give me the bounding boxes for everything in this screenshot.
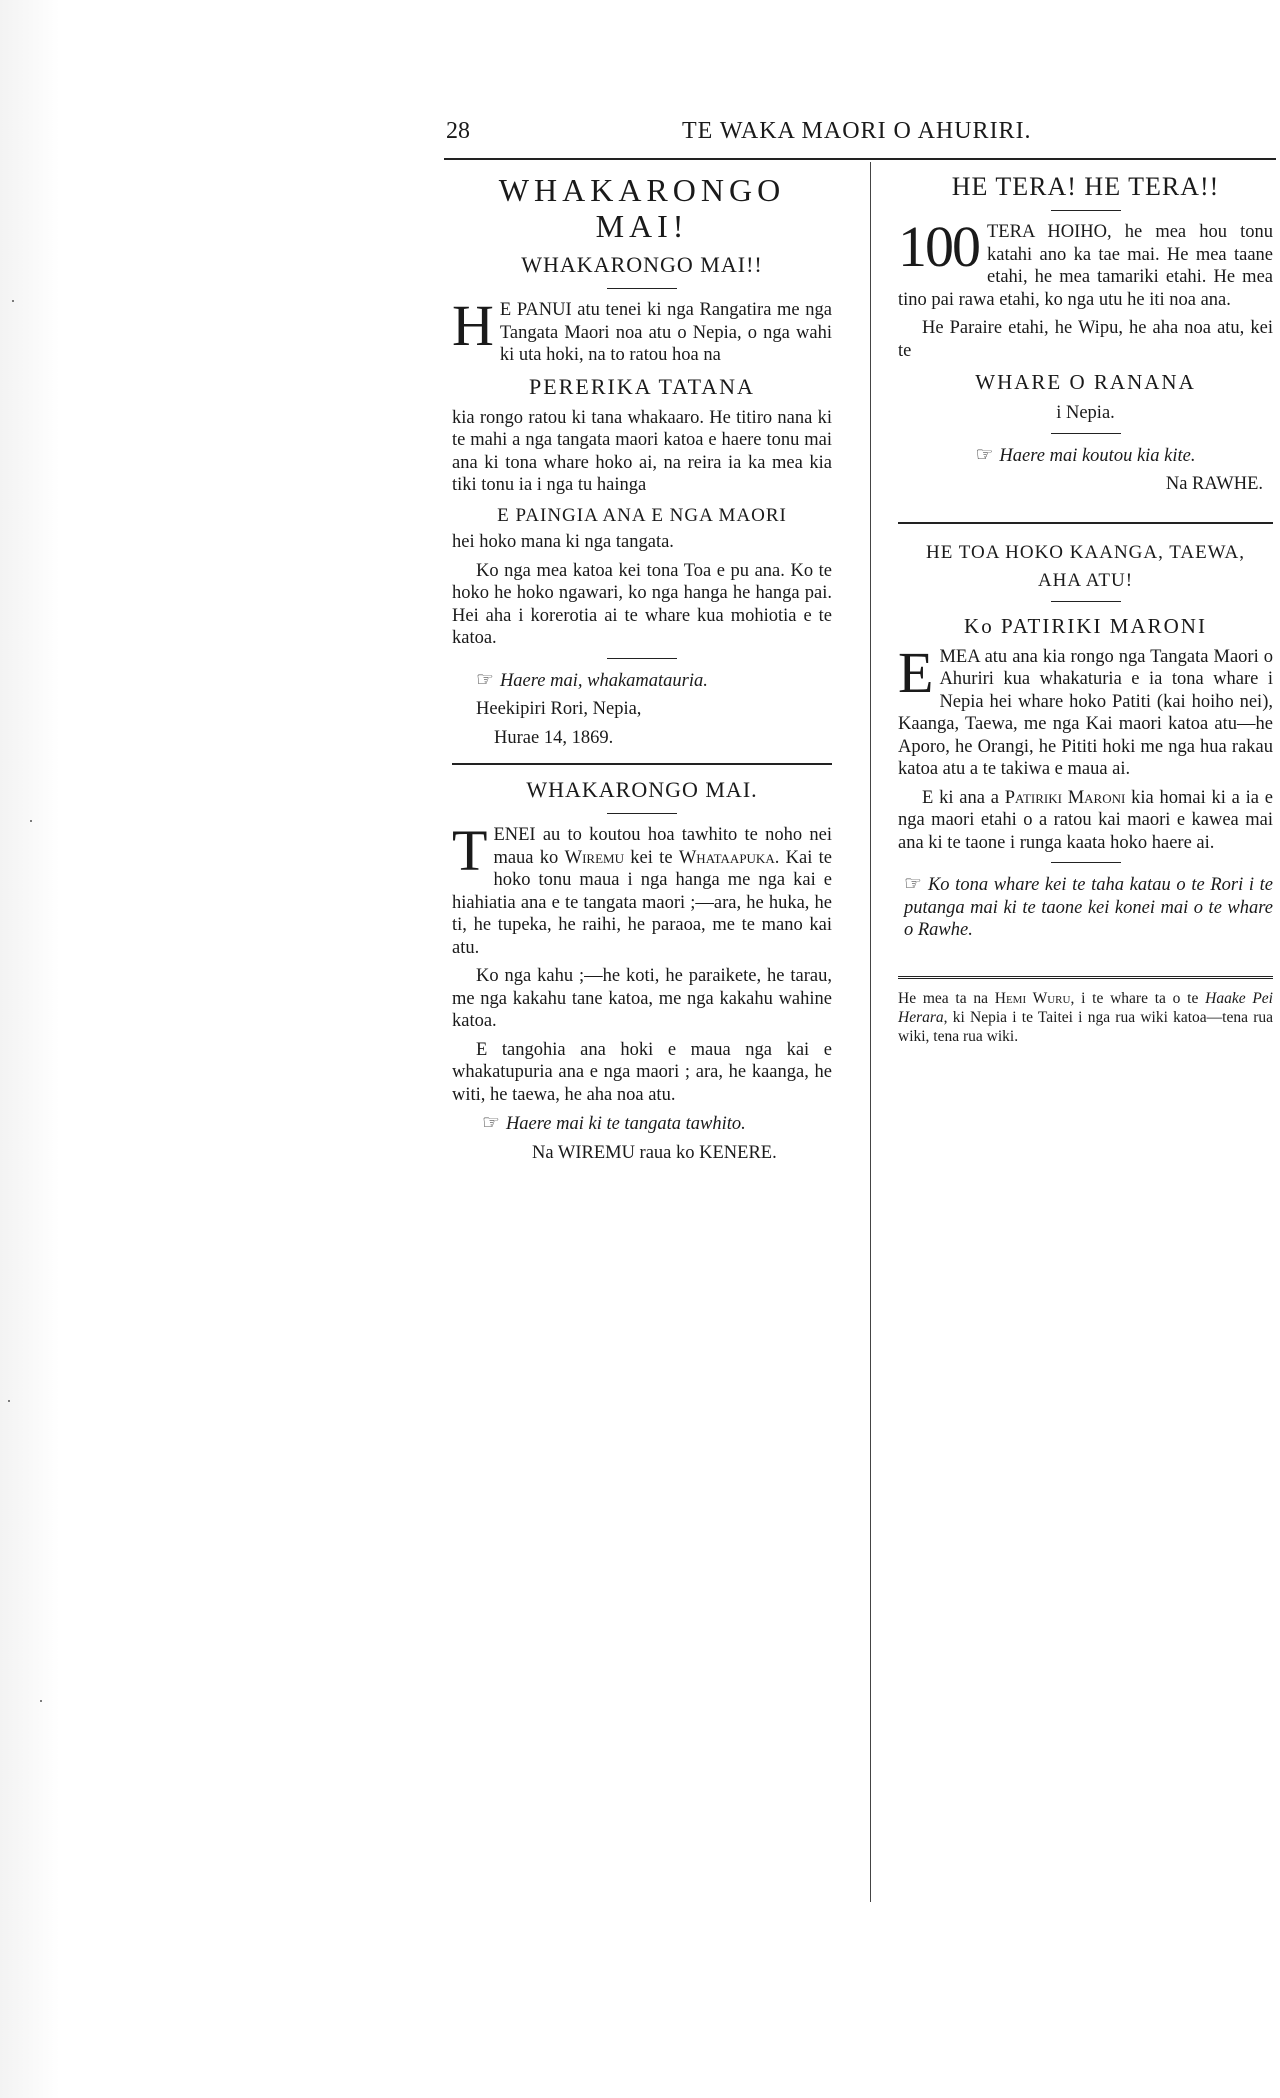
signature: Na RAWHE. — [1165, 474, 1263, 494]
printer-imprint: He mea ta na Hemi Wuru, i te whare ta o te Haake Pei Herara, ki Nepia i te Taitei i nga rua wiki katoa—tena rua wiki, tena rua wiki. — [898, 989, 1273, 1045]
short-divider — [1051, 210, 1121, 211]
article-paragraph: He Paraire etahi, he Wipu, he aha noa atu, kei te — [898, 318, 1273, 361]
article-paragraph: TENEI au to koutou hoa tawhito te noho nei maua ko Wiremu kei te Whataapuka. Kai te hoko tonu maua i nga hanga me nga kai e hiahiatia ana e te tangata maori ;—ara, he huka, he ti, he tupeka, he raihi, he paraoa, me te mano kai atu. — [452, 818, 833, 958]
article-subheading: E PAINGIA ANA E NGA MAORI — [497, 504, 787, 526]
scan-gutter — [0, 0, 60, 2098]
pointing-hand-icon: ☞ — [904, 873, 922, 895]
article-he-tera — [898, 172, 1273, 496]
article-divider — [452, 763, 832, 765]
place-heading: WHARE O RANANA — [975, 370, 1196, 394]
short-divider — [607, 813, 677, 814]
pointing-hand-icon: ☞ — [975, 443, 994, 466]
newspaper-title: TE WAKA MAORI O AHURIRI. — [682, 118, 1032, 144]
short-divider — [1051, 601, 1121, 602]
page-header — [446, 118, 1276, 152]
drop-cap: H — [452, 293, 494, 358]
notice-line: ☞ Haere mai, whakamatauria. — [476, 668, 708, 691]
article-heading: AHA ATU! — [1037, 570, 1134, 591]
article-toa-hoko — [898, 542, 1273, 942]
place-subheading: i Nepia. — [1056, 403, 1115, 423]
drop-cap: T — [452, 818, 488, 883]
short-divider — [607, 288, 677, 289]
article-whakarongo-wiremu — [452, 775, 832, 1164]
article-paragraph: hei hoko mana ki nga tangata. — [452, 532, 674, 552]
article-paragraph: EMEA atu ana kia rongo nga Tangata Maori o Ahuriri kua whakaturia e ia tona whare i Nepia hei whare hoko Patiti (kai hoiho nei), Kaanga, Taewa, me nga Kai maori katoa atu—he Aporo, he Orangi, he Pititi hoki me nga hua rakau katoa atu a te takiwa e maua ai. — [898, 639, 1273, 779]
merchant-name: Ko PATIRIKI MARONI — [964, 613, 1207, 638]
short-divider — [1051, 862, 1121, 863]
merchant-name: PERERIKA TATANA — [529, 373, 755, 399]
article-heading: HE TERA! HE TERA!! — [951, 172, 1220, 201]
article-paragraph: Ko nga kahu ;—he koti, he paraikete, he tarau, me nga kakahu tane katoa, me nga kakahu wahine katoa. — [452, 966, 832, 1031]
column-divider — [870, 162, 871, 1902]
pointing-hand-icon: ☞ — [482, 1112, 500, 1134]
article-paragraph: H E PANUI atu tenei ki nga Rangatira me nga Tangata Maori noa atu o Nepia, o nga wahi ki uta hoki, na to ratou hoa na — [452, 293, 832, 365]
article-whakarongo-tatana — [452, 172, 832, 749]
article-divider — [898, 522, 1273, 524]
short-divider — [607, 658, 677, 659]
imprint-divider — [898, 976, 1273, 979]
notice-line: ☞ Ko tona whare kei te taha katau o te Rori i te putanga mai ki te taone kei konei mai o te whare o Rawhe. — [904, 873, 1273, 940]
short-divider — [1051, 433, 1121, 434]
article-heading: WHAKARONGO MAI! — [498, 172, 786, 244]
signature: Na WIREMU raua ko KENERE. — [532, 1142, 777, 1163]
drop-cap: E — [898, 639, 934, 705]
article-paragraph: kia rongo ratou ki tana whakaaro. He titiro nana ki te mahi a nga tangata maori katoa e haere tonu mai ana ki tona whare hoko ai, na reira ia ka mea kia tiki tonu ia i nga tu hainga — [452, 407, 832, 495]
pointing-hand-icon: ☞ — [476, 668, 494, 691]
page-number: 28 — [446, 118, 470, 144]
article-paragraph: 100 TERA HOIHO, he mea hou tonu katahi ano ka tae mai. He mea taane etahi, he mea tamariki etahi. He mea tino pai rawa etahi, ko nga utu he iti noa ana. — [898, 214, 1273, 310]
signature: Heekipiri Rori, Nepia, — [476, 699, 642, 719]
notice-line: ☞ Haere mai ki te tangata tawhito. — [482, 1112, 746, 1134]
signature-date: Hurae 14, 1869. — [494, 727, 614, 748]
article-paragraph: E ki ana a Patiriki Maroni kia homai ki a ia e nga maori etahi o a ratou kai maori e kawea mai ana ki te taone i runga kaata hoko haere ai. — [898, 787, 1274, 853]
right-column — [898, 172, 1273, 1052]
article-heading: WHAKARONGO MAI. — [526, 777, 758, 802]
article-heading: HE TOA HOKO KAANGA, TAEWA, — [926, 541, 1245, 563]
header-rule — [444, 158, 1276, 160]
left-column — [452, 172, 832, 1170]
drop-number: 100 — [898, 214, 979, 279]
notice-line: ☞ Haere mai koutou kia kite. — [975, 443, 1196, 466]
article-paragraph: Ko nga mea katoa kei tona Toa e pu ana. Ko te hoko he hoko ngawari, ko nga hanga he hanga pai. Hei aha i korerotia ai te whare kua mohiotia e te katoa. — [452, 560, 832, 648]
article-paragraph: E tangohia ana hoki e maua nga kai e whakatupuria ana e nga maori ; ara, he kaanga, he witi, he taewa, he aha noa atu. — [452, 1039, 832, 1105]
article-subheading: WHAKARONGO MAI!! — [521, 252, 763, 277]
